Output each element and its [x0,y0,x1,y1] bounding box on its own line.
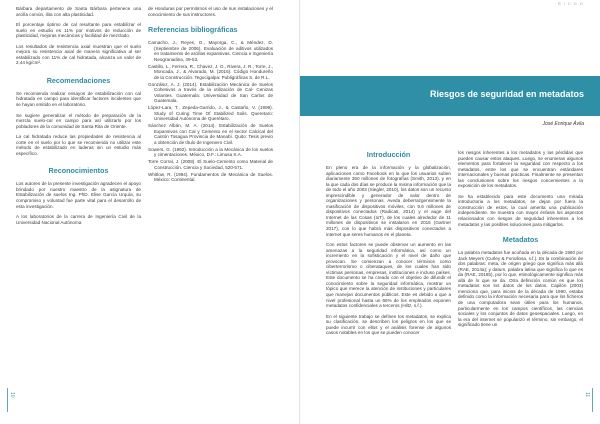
referencias-heading: Referencias bibliográficas [148,25,238,35]
article-title: Riesgos de seguridad en metadatos [429,89,584,99]
paragraph: A los laboratorios de la carrera de Ingeniería Civil de la Universidad Nacional Autónoma [16,214,141,225]
page-spine [299,0,300,424]
right-page [300,0,600,424]
paragraph: los riesgos inherentes a los metadatos y las pérdidas que pueden causar estos ataques. Luego, se enumeran algunos elementos para fortalecer la seguridad con respecto a los metadatos, entre los que se encuentran estándares internacionales y buenas prácticas. Finalmente se presentan las conclusiones sobre los riesgos concernientes a la exposición de los metadatos. [458,150,583,189]
paragraph: Con estos factores se puede observar un aumento en las amenazas a la seguridad informática, así como un incremento en la sofisticación y el nivel de daño que provocan. Se comienzan a conocer términos como ciberterrorismo o ciberataques, de los cuales han sido víctimas personas, empresas, instituciones e incluso países. Este documento se ha creado con el objetivo de difundir el conocimiento sobre la seguridad informática, mostrar un tópico que merece la atención de instituciones y particulares que manejan documentos públicos. Este es debido a que a nivel profesional hasta un 66% de los empleados exponen metadatos confidenciales a terceros (Hiltz, s.f.). [326,242,451,309]
page-number: 11 [584,392,590,398]
title-banner [300,76,600,116]
reference-item: Whitlow, R. (1994). Fundamentos de Mecánica de Suelos. México: Continental. [148,171,273,183]
reference-item: Torre Corral, J. (2008). El Suelo-Cemento como Material de Construcción. Ciencia y Sociedad, 520-571. [148,159,273,170]
paragraph: Los autores de la presente investigación agradecen el apoyo brindado por nuestro maestro de la asignatura de Estabilización de suelos Ing. PhD. Elise García Urquía, su compromiso y voluntad fue parte vital para el desarrollo de esta investigación. [16,181,141,209]
left-column-1 [16,6,141,230]
metadatos-heading: Metadatos [502,235,539,245]
reference-item: López-Lara, T., Zepeda-Garrido, J., & Castaño, V. (1999). Study of Curing Time Of Stabilized Soils. Queretaro: Universidad Autónoma de Querétaro. [148,105,273,122]
paragraph: Bárbara departamento de Santa Bárbara pertenece una arcilla común, ilita con alta plasticidad. [16,6,141,17]
paragraph: La palabra metadatos fue acuñada en la década de 1960 por Jack Meyers (Curley & Fonollosa, s.f.). Es la combinación de dos palabras: meta, de origen griego que significa más allá (RAE, 2014a); y datum, palabra latina que significa lo que es da (RAE, 2018b), por lo que, etimológicamente significa más allá de lo que se da. Otra definición común es que los metadatos son los datos de los datos. Capilón (2003) menciona que, para inicios de la década de 1990, estaba definido como la información necesaria para que los ficheros de una computadora sean útiles para los humanos, particularmente en los campos científicos, las ciencias sociales y los conjuntos de datos geoespaciales. Luego, en la era del internet se popularizó el término, sin embargo, el significado tiene un [458,250,583,328]
reference-item: Sánchez Albán, M. A. (2014). Estabilización de Suelos Expansivos con Cal y Cemento en el sector Calcical del Cantón Tosagua Provincia de Manabí. Quito: Tesis previo a obtención de título de Ingeniero Civil. [148,123,273,145]
reference-item: González, A. J. (2014). Estabilización Mecánica de Suelos Cohesivos a través de la utilización de Cal- Cenizas Volantes. Guatemala: Universidad de San Carlos de Guatemala. [148,81,273,104]
reference-item: Camacho, J., Reyes, O., Mayorga, C., & Méndez, D. (Septiembre de 2006). Evaluación de aditivos utilizados en tratamiento de arcillas expansivas. Ciencia e Ingeniería Neogranadina, 49-53. [148,40,273,62]
left-column-2 [148,6,273,184]
reference-item: Sowers, G. (1992). Introducción a la Mecánica de los suelos y cimentaciones. México, D.F.: Limusa S.A. [148,146,273,158]
reference-item: Castillo, L., Ferrera, R., Chavez, J. O., Rivera, J. R., Torre, J., Moncada, J., & Alvarado, M. (2016). Código Hondureño de la Construcción. Tegucigalpa: Publigráficas S. de R.L. [148,63,273,80]
paragraph: En el siguiente trabajo se definen los metadatos, se explica su clasificación, se describen los peligros en los que se puede incurrir con ellos y el análisis forense de algunos casos notables en los que se pueden conocer [326,313,451,336]
paragraph: El porcentaje óptimo de cal resultante para estabilizar el suelo en estudio es 11% por motivos de reducción de plasticidad, mejoras mecánicas y facilidad de mezclado. [16,22,141,39]
paragraph: Los resultados de resistencia axial muestran que el suelo mejora su resistencia axial de manera significativa al ser estabilizado con 11% de cal hidratada, alcanza un valor de 2,44 kg/cm². [16,43,141,66]
paragraph: de Honduras por permitirnos el uso de sus instalaciones y el conocimiento de sus instructores. [148,6,273,17]
reconocimientos-heading: Reconocimientos [48,166,109,176]
page-edge-line [592,388,593,412]
section-header [300,0,600,5]
right-column-2 [458,150,583,333]
page-edge-line [7,388,8,412]
page-number: 10 [9,392,15,398]
introduccion-heading: Introducción [366,150,411,159]
recomendaciones-heading: Recomendaciones [46,75,111,85]
paragraph: Se recomienda realizar ensayos de estabilización con cal hidratada en campo para identificar factores incidentes que se hayan omitido en el laboratorio. [16,90,141,108]
paragraph: Se ha establecido para este documento una mirada introductoria a los metadatos, se dejan por fuera la construcción de estos, la cual amerita una publicación independiente. Se muestra con mayor énfasis los aspectos relacionados con riesgos de seguridad inherentes a los metadatos y las posibles soluciones para mitigarlos. [458,193,583,227]
section-label: RICGO [557,1,586,6]
article-author: José Enrique Ávila [542,121,584,127]
paragraph: Se sugiere generalizar el método de preparación de la mezcla suelo-cal en campo para así utilizarlo por los pobladores de la comunidad de Santa Rita de Oriente. [16,112,141,129]
right-column-1 [326,150,451,341]
paragraph: En pleno era de la información y la globalización, aplicaciones como Facebook en la que los usuarios suben diariamente 350 millones de fotografías (Smith, 2013), y en la que cada dos días se produce la misma información que la de todo el año 2003 (Siegler, 2010), los datos son un recurso imprescindible y generador de valor dentro de organizaciones y personas. Aveda deberrazgensimente la masificación de dispositivos móviles, con 9.6 millones de dispositivos conectados (Radicati, 2014) y el auge del Internet de las Cosas (IoT), de los cuales alrededor de 11 millones de dispositivos se instalaron en 2015 (Gartner 2017), con lo que habrá más dispositivos conectados a internet que seres humanos en el planeta. [326,165,451,237]
paragraph: La cal hidratada reduce las propiedades de resistencia al corte en el suelo por lo que se recomienda no utilizar este método de estabilizado en laderas sin un estudio más específico. [16,134,141,156]
